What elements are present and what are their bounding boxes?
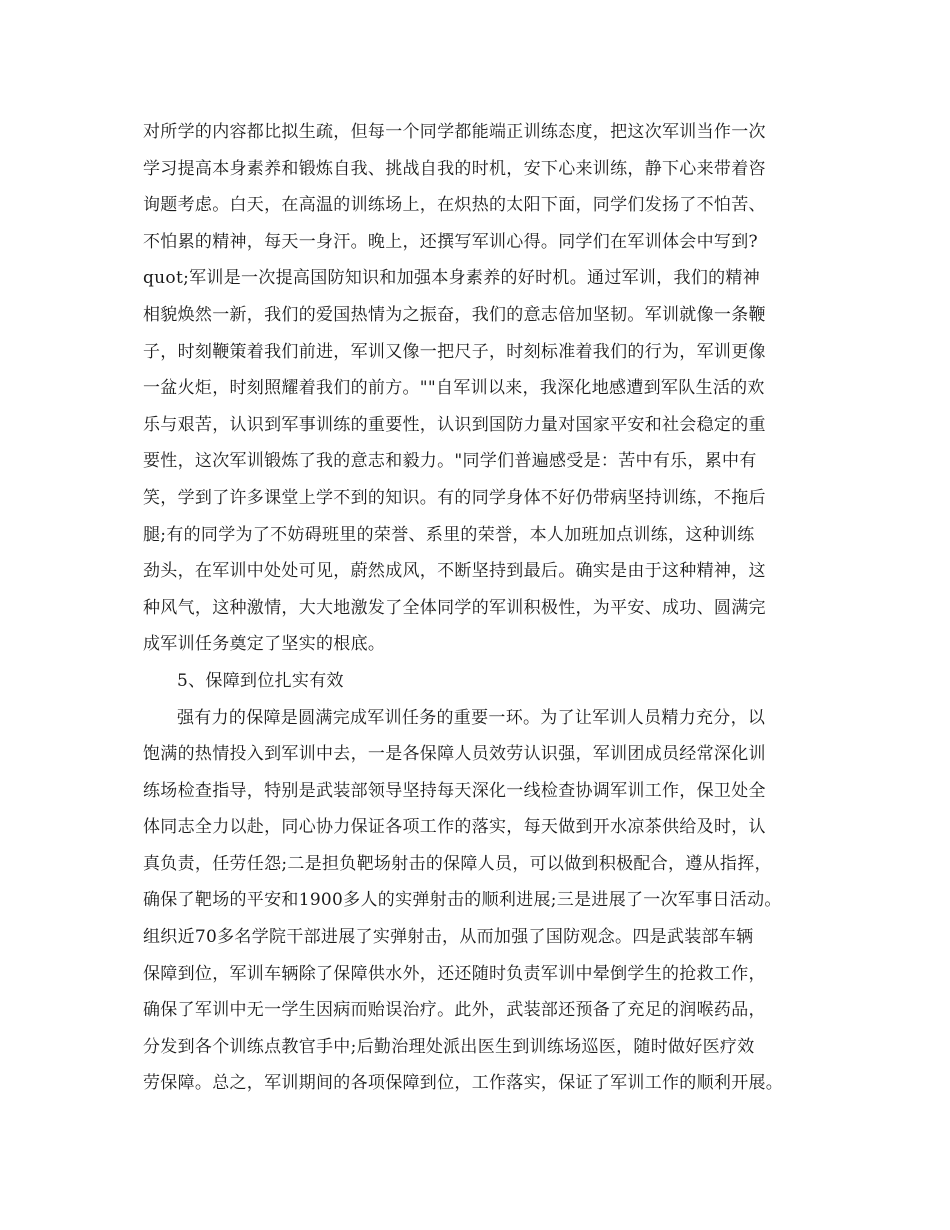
text-line: 劲头，在军训中处处可见，蔚然成风，不断坚持到最后。确实是由于这种精神，这 (143, 561, 766, 582)
text-line: 相貌焕然一新，我们的爱国热情为之振奋，我们的意志倍加坚韧。军训就像一条鞭 (143, 304, 766, 325)
section-heading: 5、保障到位扎实有效 (177, 670, 344, 691)
text-line: 保障到位，军训车辆除了保障供水外，还还随时负责军训中晕倒学生的抢救工作， (143, 963, 766, 984)
text-line: 练场检查指导，特别是武装部领导坚持每天深化一线检查协调军训工作，保卫处全 (143, 780, 766, 801)
text-line: 学习提高本身素养和锻炼自我、挑战自我的时机，安下心来训练，静下心来带着咨 (143, 158, 766, 179)
text-line: 乐与艰苦，认识到军事训练的重要性，认识到国防力量对国家平安和社会稳定的重 (143, 414, 766, 435)
text-line: 对所学的内容都比拟生疏，但每一个同学都能端正训练态度，把这次军训当作一次 (143, 122, 766, 142)
text-line: 询题考虑。白天，在高温的训练场上，在炽热的太阳下面，同学们发扬了不怕苦、 (143, 195, 766, 216)
text-line: 种风气，这种激情，大大地激发了全体同学的军训积极性，为平安、成功、圆满完 (143, 597, 766, 618)
text-line: 要性，这次军训锻炼了我的意志和毅力。"同学们普遍感受是：苦中有乐，累中有 (143, 451, 757, 472)
text-line: 成军训任务奠定了坚实的根底。 (143, 634, 386, 655)
text-line: 笑，学到了许多课堂上学不到的知识。有的同学身体不好仍带病坚持训练，不拖后 (143, 487, 766, 508)
text-line: 体同志全力以赴，同心协力保证各项工作的落实，每天做到开水凉茶供给及时，认 (143, 817, 766, 838)
text-line: 真负责，任劳任怨;二是担负靶场射击的保障人员，可以做到积极配合，遵从指挥， (143, 853, 772, 874)
text-line: 腿;有的同学为了不妨碍班里的荣誉、系里的荣誉，本人加班加点训练，这种训练 (143, 524, 755, 545)
text-line: 饱满的热情投入到军训中去，一是各保障人员效劳认识强，军训团成员经常深化训 (143, 744, 766, 765)
text-line: 分发到各个训练点教官手中;后勤治理处派出医生到训练场巡医，随时做好医疗效 (143, 1036, 755, 1057)
paragraph-start-line: 强有力的保障是圆满完成军训任务的重要一环。为了让军训人员精力充分，以 (177, 707, 766, 728)
text-line: 确保了军训中无一学生因病而贻误治疗。此外，武装部还预备了充足的润喉药品， (143, 1000, 766, 1021)
text-line: 劳保障。总之，军训期间的各项保障到位，工作落实，保证了军训工作的顺利开展。 (143, 1073, 784, 1094)
text-line: 组织近70多名学院干部进展了实弹射击，从而加强了国防观念。四是武装部车辆 (143, 927, 754, 948)
text-line: 一盆火炬，时刻照耀着我们的前方。""自军训以来，我深化地感遭到军队生活的欢 (143, 378, 765, 399)
text-line: quot;军训是一次提高国防知识和加强本身素养的好时机。通过军训，我们的精神 (143, 268, 761, 289)
text-line: 子，时刻鞭策着我们前进，军训又像一把尺子，时刻标准着我们的行为，军训更像 (143, 341, 766, 362)
document-body (143, 114, 823, 1102)
text-line: 确保了靶场的平安和1900多人的实弹射击的顺利进展;三是进展了一次军事日活动。 (143, 890, 782, 911)
text-line: 不怕累的精神，每天一身汗。晚上，还撰写军训心得。同学们在军训体会中写到? (143, 231, 758, 252)
